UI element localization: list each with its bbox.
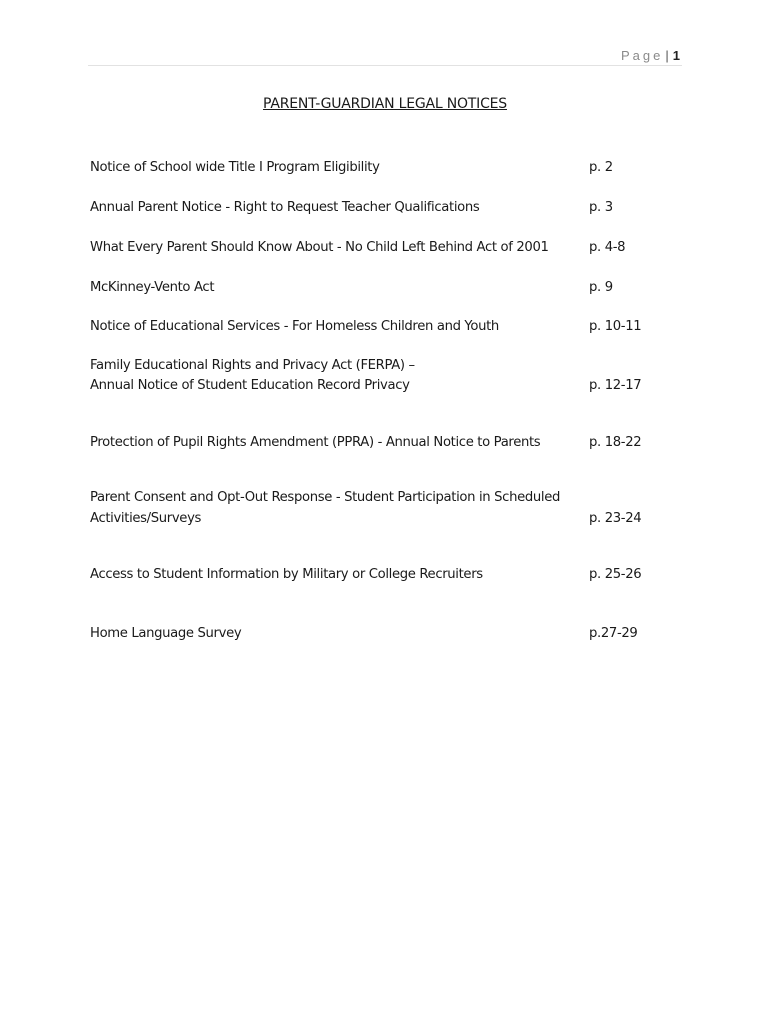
document-title: PARENT-GUARDIAN LEGAL NOTICES — [262, 96, 507, 112]
toc-entry-title-line2: Annual Notice of Student Education Record Privacy — [90, 378, 410, 393]
toc-entry-page: p. 12-17 — [589, 378, 642, 393]
toc-entry-page: p. 9 — [589, 280, 613, 295]
toc-entry-page: p. 23-24 — [589, 511, 642, 526]
toc-entry-title: What Every Parent Should Know About - No Child Left Behind Act of 2001 — [90, 240, 549, 255]
toc-entry-page: p. 10-11 — [589, 319, 642, 334]
toc-entry-title: Annual Parent Notice - Right to Request Teacher Qualifications — [90, 200, 480, 215]
toc-entry-title: Notice of School wide Title I Program Eligibility — [90, 160, 380, 175]
page-word: Page — [621, 48, 664, 63]
toc-entry-title: McKinney-Vento Act — [90, 280, 215, 295]
toc-entry-page: p. 4-8 — [589, 240, 626, 255]
page-separator: | — [665, 48, 669, 63]
toc-entry-title: Access to Student Information by Military or College Recruiters — [90, 567, 483, 582]
toc-entry-page: p. 2 — [589, 160, 613, 175]
toc-entry-title: Protection of Pupil Rights Amendment (PPRA) - Annual Notice to Parents — [90, 435, 541, 450]
toc-entry-title-line2: Activities/Surveys — [90, 511, 202, 526]
toc-entry-page: p. 25-26 — [589, 567, 642, 582]
toc-entry-page: p. 3 — [589, 200, 613, 215]
toc-entry-title: Notice of Educational Services - For Homeless Children and Youth — [90, 319, 499, 334]
toc-entry-page: p. 18-22 — [589, 435, 642, 450]
toc-entry-title-line1: Family Educational Rights and Privacy Act (FERPA) – — [90, 358, 415, 373]
page-header — [88, 45, 682, 66]
page-number-label — [621, 48, 680, 63]
toc-entry-page: p.27-29 — [589, 626, 638, 641]
toc-entry-title-line1: Parent Consent and Opt-Out Response - Student Participation in Scheduled — [90, 490, 560, 505]
page-number: 1 — [672, 48, 680, 63]
toc-entry-title: Home Language Survey — [90, 626, 242, 641]
